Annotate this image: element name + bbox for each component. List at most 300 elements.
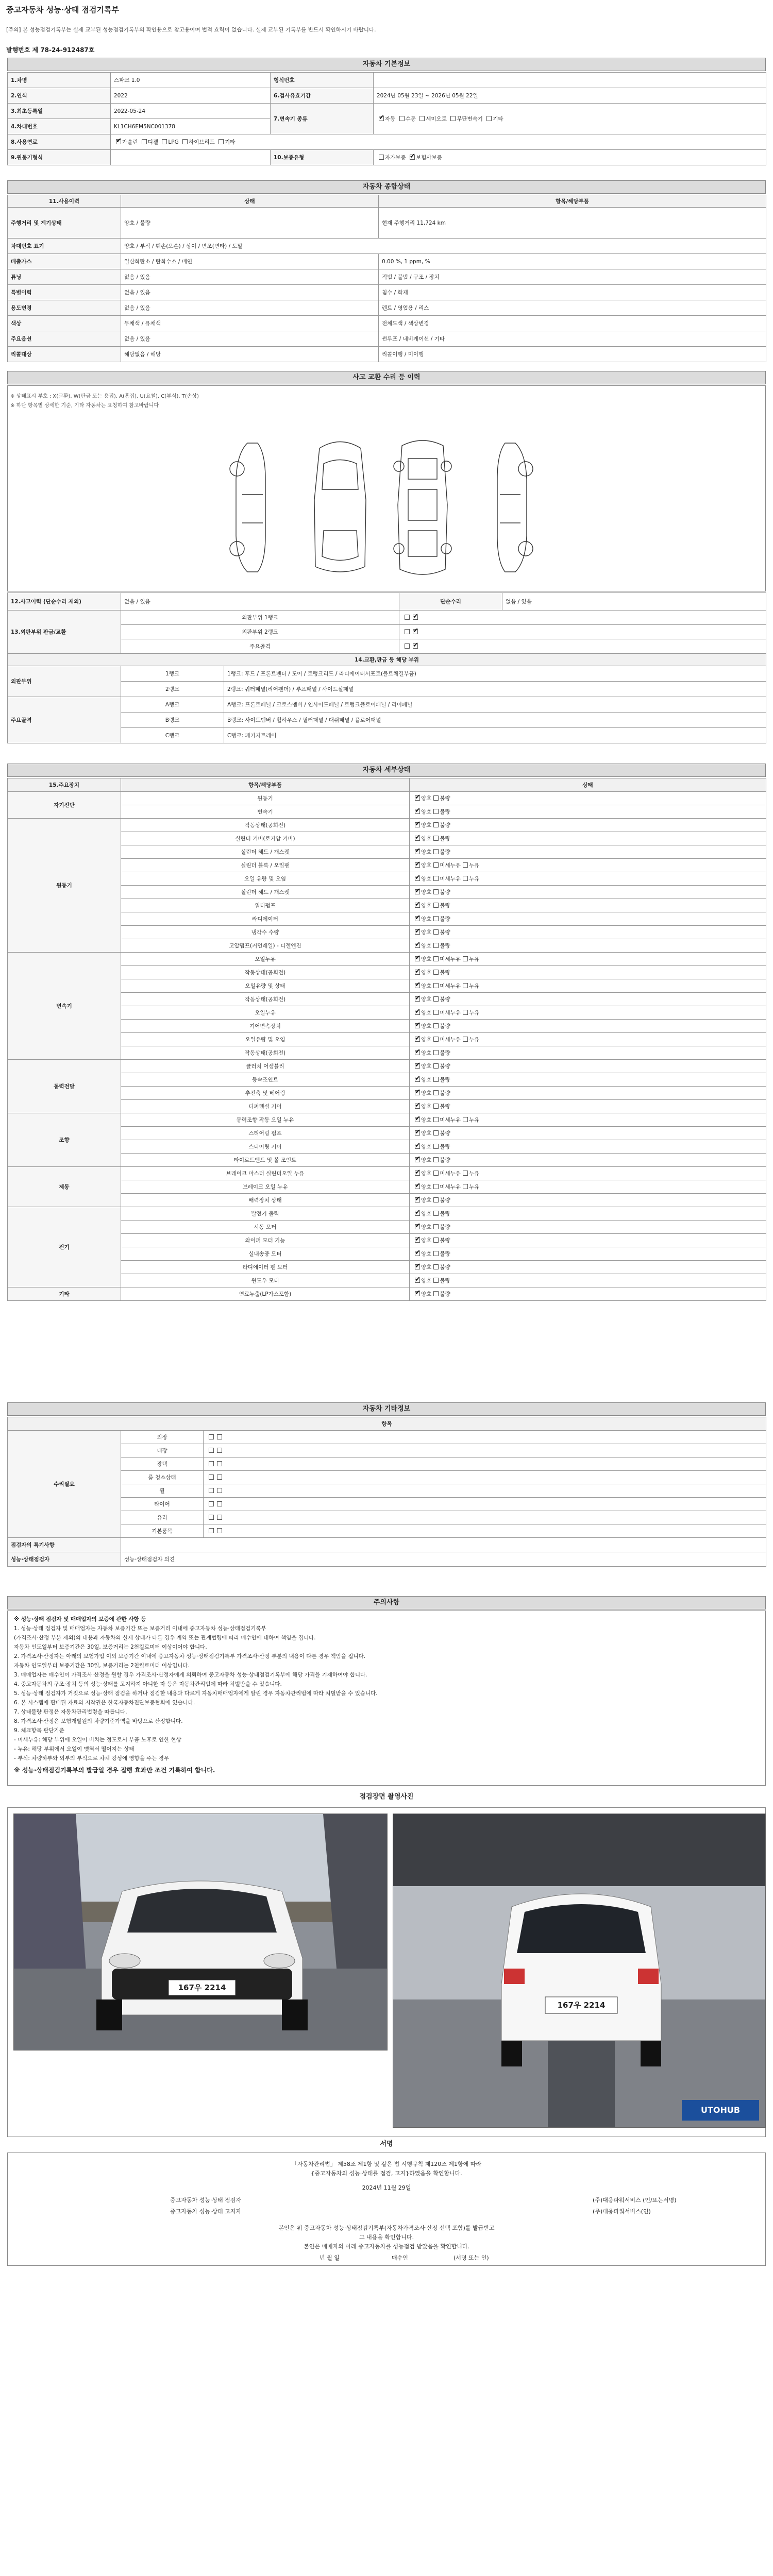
details-row [8, 832, 766, 845]
inspector-remarks-row-value [121, 1538, 766, 1552]
inspection-photo-left [13, 1814, 388, 2050]
checkbox-icon [463, 1037, 468, 1042]
checkbox-icon [433, 889, 439, 894]
checkbox-icon [463, 1010, 468, 1015]
device-item-label: 실린더 헤드 / 개스켓 [121, 845, 410, 859]
checkbox-icon [433, 1090, 439, 1095]
value-accident-history: 없음 / 있음 [121, 593, 399, 611]
checkbox-icon [415, 1224, 420, 1229]
device-item-label: 원동기 [121, 792, 410, 805]
condition-option-label: 불량 [440, 1077, 450, 1083]
inspector-opinion-row-label: 성능·상태점검자 [8, 1552, 121, 1567]
label-frame: 주요골격 [121, 639, 399, 654]
device-group-label: 기타 [8, 1287, 121, 1301]
document-number-value: 78-24-912487호 [40, 46, 95, 54]
condition-option-label: 양호 [421, 1050, 432, 1056]
extra-group-label: 수리필요 [8, 1431, 121, 1538]
checkbox-icon [433, 1130, 439, 1136]
details-row [8, 805, 766, 819]
device-condition [410, 1261, 766, 1274]
checkbox-icon [415, 903, 420, 908]
condition-option-label: 미세누유 [440, 983, 461, 989]
section-overall-state: 자동차 종합상태 [7, 180, 766, 194]
condition-option-label: 양호 [421, 1010, 432, 1016]
details-row [8, 1113, 766, 1127]
checkbox-icon [433, 1050, 439, 1055]
details-row [8, 872, 766, 886]
condition-option-label: 양호 [421, 916, 432, 922]
receipt-line-2: 그 내용을 확인합니다. [359, 2234, 414, 2241]
extra-emission: 0.00 %, 1 ppm, % [379, 254, 766, 269]
condition-option-label: 미세누유 [440, 1184, 461, 1190]
condition-option-label: 누유 [468, 1171, 480, 1177]
device-item-label: 타이로드엔드 및 볼 조인트 [121, 1154, 410, 1167]
condition-option-label: 불량 [440, 836, 450, 842]
condition-option-label: 누유 [468, 956, 480, 962]
extra-item-state [204, 1471, 766, 1484]
checkbox-icon [415, 822, 420, 827]
checkbox-icon [415, 1171, 420, 1176]
checkbox-icon [415, 1010, 420, 1015]
device-item-label: 작동상태(공회전) [121, 993, 410, 1006]
utohub-sign: UTOHUB [700, 2105, 741, 2115]
condition-option-label: 양호 [421, 889, 432, 895]
label-accident-history: 12.사고이력 (단순수리 제외) [8, 593, 121, 611]
condition-option-label: 미세누유 [440, 1117, 461, 1123]
state-options: 없음 / 있음 [121, 331, 379, 347]
state-emission: 일산화탄소 / 탄화수소 / 매연 [121, 254, 379, 269]
extra-item-label: 외장 [121, 1431, 204, 1444]
device-group-label: 제동 [8, 1167, 121, 1207]
notes-line: 7. 상태불량 판정은 자동차관리법령을 따릅니다. [14, 1709, 127, 1715]
license-plate-right: 167우 2214 [557, 2001, 606, 2010]
device-item-label: 라디에이터 [121, 912, 410, 926]
overall-state-table [7, 195, 766, 362]
checkbox-icon [217, 1488, 222, 1493]
device-item-label: 윈도우 모터 [121, 1274, 410, 1287]
extra-recall: 리콜이행 / 미이행 [379, 347, 766, 362]
condition-option-label: 양호 [421, 1077, 432, 1083]
device-item-label: 스티어링 펌프 [121, 1127, 410, 1140]
condition-option-label: 불량 [440, 809, 450, 815]
condition-option-label: 누유 [468, 862, 480, 869]
device-group-label: 원동기 [8, 819, 121, 953]
checkbox-icon [219, 139, 224, 144]
condition-option-label: 미세누유 [440, 1037, 461, 1043]
extra-item-state [204, 1444, 766, 1458]
checkbox-icon [415, 929, 420, 935]
details-row [8, 1180, 766, 1194]
condition-option-label: 양호 [421, 1278, 432, 1284]
device-group-label: 자기진단 [8, 792, 121, 819]
checkbox-icon [433, 1211, 439, 1216]
extra-info-table [7, 1417, 766, 1567]
checkbox-icon [433, 970, 439, 975]
value-simple-repair: 없음 / 있음 [502, 593, 766, 611]
checkbox-icon [415, 795, 420, 801]
state-mileage: 양호 / 불량 [121, 208, 379, 239]
device-condition [410, 1113, 766, 1127]
rank-label: C랭크 [121, 728, 224, 743]
device-condition [410, 1207, 766, 1221]
condition-option-label: 양호 [421, 1171, 432, 1177]
checkbox-icon [415, 956, 420, 961]
label-vin: 4.차대번호 [8, 119, 111, 134]
checkbox-icon [433, 903, 439, 908]
device-condition [410, 1194, 766, 1207]
checkbox-icon [433, 1224, 439, 1229]
condition-option-label: 불량 [440, 1063, 450, 1070]
device-condition [410, 1234, 766, 1247]
checkbox-icon [415, 836, 420, 841]
details-row [8, 939, 766, 953]
header-condition: 상태 [410, 778, 766, 792]
condition-option-label: 불량 [440, 1264, 450, 1270]
condition-option-label: 양호 [421, 876, 432, 882]
device-item-label: 오일유량 및 상태 [121, 979, 410, 993]
checkbox-icon [405, 643, 410, 649]
device-condition [410, 1180, 766, 1194]
state-special-history: 없음 / 있음 [121, 285, 379, 300]
signature-statement-1: 「자동차관리법」 제58조 제1항 및 같은 법 시행규칙 제120조 제1항에 따라 [291, 2161, 482, 2167]
option-label: 기타 [493, 116, 503, 122]
extra-item-state [204, 1458, 766, 1471]
checkbox-icon [433, 1144, 439, 1149]
condition-option-label: 누유 [468, 1037, 480, 1043]
car-side-left-icon [230, 443, 265, 572]
checkbox-icon [463, 876, 468, 881]
device-condition [410, 993, 766, 1006]
inspector-seal: (주)대웅파워서비스 (인/또는서명) [593, 2197, 677, 2204]
option-label: 수동 [405, 116, 416, 122]
option-label: 가솔린 [122, 139, 138, 145]
condition-option-label: 누유 [468, 876, 480, 882]
device-condition [410, 1140, 766, 1154]
extra-item-state [204, 1484, 766, 1498]
condition-option-label: 양호 [421, 1037, 432, 1043]
checkbox-icon [209, 1448, 214, 1453]
checkbox-icon [379, 155, 384, 160]
document-title: 중고자동차 성능·상태 점검기록부 [6, 5, 120, 14]
option-label: 보험사보증 [415, 155, 442, 161]
device-item-label: 동력조향 작동 오일 누유 [121, 1113, 410, 1127]
inspector-label: 중고자동차 성능·상태 점검자 [170, 2197, 242, 2204]
extra-item-label: 룸 청소상태 [121, 1471, 204, 1484]
details-row [8, 979, 766, 993]
inspector-remarks-row [8, 1538, 766, 1552]
signature-date: 2024년 11월 29일 [362, 2184, 411, 2191]
condition-option-label: 양호 [421, 1251, 432, 1257]
checkbox-icon [415, 943, 420, 948]
section-accident-history: 사고 교환 수리 등 이력 [7, 371, 766, 384]
extra-row [8, 1471, 766, 1484]
checkbox-icon [415, 1264, 420, 1269]
condition-option-label: 불량 [440, 1050, 450, 1056]
checkbox-icon [415, 809, 420, 814]
rank-label: B랭크 [121, 713, 224, 728]
device-condition [410, 1100, 766, 1113]
header-extra-item: 항목 [8, 1417, 766, 1431]
option-label: 하이브리드 [189, 139, 215, 145]
label-options: 주요옵션 [8, 331, 121, 347]
label-main-frame: 주요골격 [8, 697, 121, 743]
checkbox-icon [182, 139, 188, 144]
notes-footer: ※ 성능·상태점검기록부의 발급일 경우 집행 효과만 조건 기록하여 합니다. [14, 1767, 215, 1774]
checkbox-icon [209, 1461, 214, 1466]
condition-option-label: 양호 [421, 1291, 432, 1297]
notes-line: 자동차 인도일부터 보증기간은 30일, 보증거리는 2천킬로미터 이상이어야 합니다. [14, 1644, 207, 1650]
condition-option-label: 불량 [440, 1278, 450, 1284]
label-rank-1: 외판부위 1랭크 [121, 611, 399, 625]
checkbox-icon [415, 1063, 420, 1069]
details-row [8, 926, 766, 939]
device-item-label: 오일 유량 및 오염 [121, 872, 410, 886]
extra-tuning: 적법 / 불법 / 구조 / 장치 [379, 269, 766, 285]
condition-option-label: 불량 [440, 970, 450, 976]
label-transmission: 7.변속기 종류 [271, 104, 374, 134]
device-item-label: 오일유량 및 오염 [121, 1033, 410, 1046]
value-frame [399, 639, 766, 654]
checkbox-icon [433, 876, 439, 881]
header-state: 상태 [121, 195, 379, 208]
label-inspection-period: 6.검사유효기간 [271, 88, 374, 104]
condition-option-label: 양호 [421, 996, 432, 1003]
extra-item-label: 휠 [121, 1484, 204, 1498]
value-engine-type [111, 150, 271, 165]
condition-option-label: 불량 [440, 903, 450, 909]
checkbox-icon [433, 1278, 439, 1283]
device-condition [410, 1087, 766, 1100]
device-item-label: 발전기 출력 [121, 1207, 410, 1221]
label-recall: 리콜대상 [8, 347, 121, 362]
state-vin-marking: 양호 / 부식 / 훼손(오손) / 상이 / 변조(변타) / 도말 [121, 239, 766, 254]
condition-option-label: 양호 [421, 970, 432, 976]
signature-statement-2: {중고자동차의 성능·상태를 점검, 고지}하였음을 확인합니다. [311, 2170, 462, 2177]
condition-option-label: 양호 [421, 983, 432, 989]
document-notice: [주의] 본 성능점검기록부는 실제 교부된 성능점검기록부의 확인용으로 참고용이며 법적 효력이 없습니다. 실제 교부된 기록부를 반드시 확인하시기 바랍니다. [6, 27, 376, 33]
condition-option-label: 누유 [468, 1184, 480, 1190]
device-item-label: 냉각수 수량 [121, 926, 410, 939]
device-condition [410, 792, 766, 805]
details-row [8, 819, 766, 832]
label-outer-panel: 외판부위 [8, 666, 121, 697]
checkbox-icon [415, 849, 420, 854]
label-tuning: 튜닝 [8, 269, 121, 285]
basic-info-table [7, 72, 766, 165]
condition-option-label: 양호 [421, 1264, 432, 1270]
label-warranty: 10.보증유형 [271, 150, 374, 165]
label-vin-marking: 차대번호 표기 [8, 239, 121, 254]
label-special-history: 특별이력 [8, 285, 121, 300]
details-row [8, 1140, 766, 1154]
checkbox-icon [433, 862, 439, 868]
checkbox-icon [463, 1171, 468, 1176]
checkbox-icon [415, 1023, 420, 1028]
notes-line: - 누유: 해당 부위에서 오일이 맺혀서 떨어지는 상태 [14, 1746, 135, 1752]
condition-option-label: 양호 [421, 1063, 432, 1070]
device-item-label: 작동상태(공회전) [121, 1046, 410, 1060]
section-photos: 점검장면 촬영사진 [7, 1791, 766, 1804]
option-label: 자동 [385, 116, 396, 122]
extra-row [8, 1484, 766, 1498]
car-diagram [216, 433, 557, 582]
condition-option-label: 미세누유 [440, 862, 461, 869]
checkbox-icon [433, 1117, 439, 1122]
details-row [8, 1073, 766, 1087]
device-condition [410, 1006, 766, 1020]
checkbox-icon [415, 1211, 420, 1216]
device-condition [410, 979, 766, 993]
label-car-name: 1.차명 [8, 73, 111, 88]
checkbox-icon [209, 1501, 214, 1506]
label-color: 색상 [8, 316, 121, 331]
value-rank-2 [399, 625, 766, 639]
condition-option-label: 누유 [468, 1010, 480, 1016]
value-first-registration: 2022-05-24 [111, 104, 271, 119]
checkbox-icon [415, 1157, 420, 1162]
extra-row [8, 1458, 766, 1471]
details-row [8, 886, 766, 899]
car-photo-left-icon [14, 1814, 388, 2050]
transmission-options [374, 104, 766, 134]
details-row [8, 912, 766, 926]
checkbox-icon [415, 1184, 420, 1189]
license-plate-left: 167우 2214 [178, 1983, 226, 1992]
condition-option-label: 불량 [440, 1157, 450, 1163]
extra-item-state [204, 1511, 766, 1524]
details-row [8, 953, 766, 966]
details-row [8, 1087, 766, 1100]
extra-item-label: 타이어 [121, 1498, 204, 1511]
condition-option-label: 양호 [421, 929, 432, 936]
extra-item-label: 내장 [121, 1444, 204, 1458]
value-car-name: 스파크 1.0 [111, 73, 271, 88]
device-condition [410, 1154, 766, 1167]
notes-line: 자동차 인도일부터 보증기간은 30일, 보증거리는 2천킬로미터 이상입니다. [14, 1663, 190, 1669]
condition-option-label: 양호 [421, 1090, 432, 1096]
condition-option-label: 양호 [421, 1117, 432, 1123]
document-number-label: 발행번호 제 [6, 46, 39, 54]
checkbox-icon [399, 116, 405, 121]
checkbox-icon [415, 889, 420, 894]
condition-option-label: 양호 [421, 862, 432, 869]
details-table [7, 778, 766, 1301]
checkbox-icon [415, 1238, 420, 1243]
extra-item-state [204, 1524, 766, 1538]
fuel-options [111, 134, 766, 150]
option-label: 무단변속기 [457, 116, 483, 122]
checkbox-icon [433, 1238, 439, 1243]
checkbox-icon [413, 629, 418, 634]
device-item-label: 등속조인트 [121, 1073, 410, 1087]
section-basic-info: 자동차 기본정보 [7, 58, 766, 71]
device-condition [410, 912, 766, 926]
label-panel-exchange: 13.외판부위 판금/교환 [8, 611, 121, 654]
device-condition [410, 1046, 766, 1060]
details-row [8, 1221, 766, 1234]
extra-row [8, 1511, 766, 1524]
details-row [8, 1287, 766, 1301]
device-condition [410, 805, 766, 819]
notes-line: - 부식: 차량하부와 외부의 부식으로 차체 강성에 영향을 주는 경우 [14, 1755, 170, 1761]
document-number [6, 45, 94, 54]
rank-label: 1랭크 [121, 666, 224, 682]
checkbox-icon [433, 1157, 439, 1162]
details-row [8, 1194, 766, 1207]
label-simple-repair: 단순수리 [399, 593, 502, 611]
checkbox-icon [415, 1077, 420, 1082]
device-item-label: 브레이크 마스터 실린더오일 누유 [121, 1167, 410, 1180]
checkbox-icon [217, 1528, 222, 1533]
checkbox-icon [209, 1434, 214, 1439]
extra-item-label: 광택 [121, 1458, 204, 1471]
extra-row [8, 1498, 766, 1511]
checkbox-icon [463, 983, 468, 988]
details-row [8, 993, 766, 1006]
condition-option-label: 양호 [421, 943, 432, 949]
extra-row [8, 1524, 766, 1538]
details-row [8, 1261, 766, 1274]
checkbox-icon [217, 1515, 222, 1520]
warranty-options [374, 150, 766, 165]
details-row [8, 1060, 766, 1073]
extra-special-history: 침수 / 화재 [379, 285, 766, 300]
checkbox-icon [463, 1117, 468, 1122]
device-condition [410, 966, 766, 979]
checkbox-icon [217, 1434, 222, 1439]
device-condition [410, 1073, 766, 1087]
condition-option-label: 양호 [421, 849, 432, 855]
checkbox-icon [433, 956, 439, 961]
notes-line: 3. 매매업자는 매수인이 가격조사·산정을 원할 경우 가격조사·산정자에게 의뢰하여 중고자동차 성능·상태점검기록부에 해당 가격을 기재하여야 합니다. [14, 1672, 367, 1678]
condition-option-label: 미세누유 [440, 1010, 461, 1016]
checkbox-icon [433, 1023, 439, 1028]
section-extra-info: 자동차 기타정보 [7, 1402, 766, 1416]
checkbox-icon [410, 155, 415, 160]
checkbox-icon [405, 629, 410, 634]
notifier-label: 중고자동차 성능·상태 고지자 [170, 2208, 242, 2215]
device-item-label: 추진축 및 베어링 [121, 1087, 410, 1100]
checkbox-icon [419, 116, 425, 121]
condition-option-label: 불량 [440, 1251, 450, 1257]
header-device: 15.주요장치 [8, 778, 121, 792]
device-condition [410, 872, 766, 886]
extra-color: 전체도색 / 색상변경 [379, 316, 766, 331]
checkbox-icon [433, 929, 439, 935]
device-condition [410, 939, 766, 953]
receipt-line-3: 본인은 매매자의 아래 중고자동차를 성능점검 받았음을 확인합니다. [303, 2243, 469, 2250]
label-rank-2: 외판부위 2랭크 [121, 625, 399, 639]
device-item-label: 오일누유 [121, 1006, 410, 1020]
inspector-remarks-row-label: 점검자의 특기사항 [8, 1538, 121, 1552]
condition-option-label: 양호 [421, 956, 432, 962]
checkbox-icon [433, 849, 439, 854]
option-label: LPG [168, 139, 179, 145]
label-mileage: 주행거리 및 계기상태 [8, 208, 121, 239]
device-item-label: 실내송풍 모터 [121, 1247, 410, 1261]
notes-line: 6. 본 시스템에 판매된 자료의 저작권은 한국자동차진단보증협회에 있습니다. [14, 1700, 195, 1706]
condition-option-label: 불량 [440, 996, 450, 1003]
option-label: 디젤 [147, 139, 159, 145]
checkbox-icon [433, 1184, 439, 1189]
notes-line: 8. 가격조사·산정은 보험개발원의 차량기준가액을 바탕으로 산정합니다. [14, 1718, 183, 1724]
checkbox-icon [415, 1050, 420, 1055]
extra-row [8, 1444, 766, 1458]
condition-option-label: 양호 [421, 1023, 432, 1029]
device-group-label: 조향 [8, 1113, 121, 1167]
device-item-label: 브레이크 오일 누유 [121, 1180, 410, 1194]
device-item-label: 워터펌프 [121, 899, 410, 912]
